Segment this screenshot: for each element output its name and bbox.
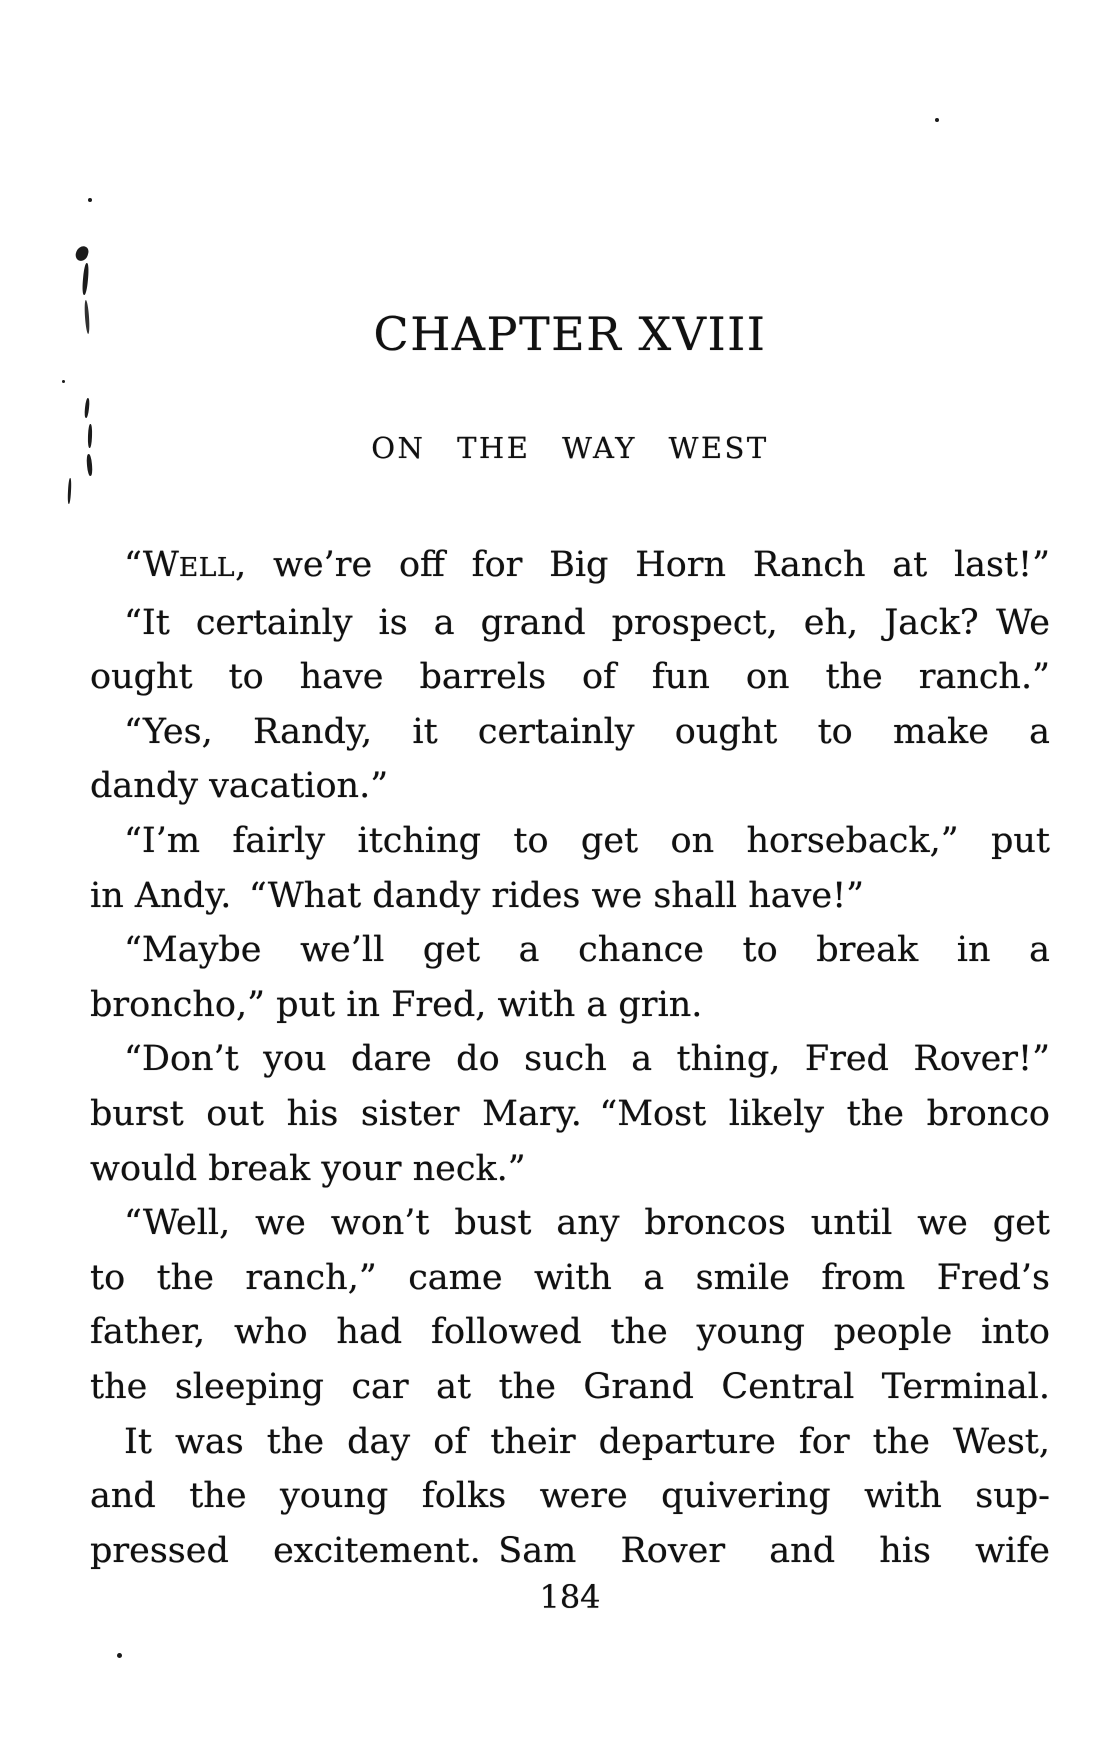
ink-speck [88, 198, 92, 202]
text-line: “Maybe we’ll get a chance to break in a [124, 930, 1050, 971]
text-line: “Don’t you dare do such a thing, Fred Rover!” [124, 1039, 1050, 1080]
ink-smudge [74, 245, 89, 262]
text-line: to the ranch,” came with a smile from Fred’s [90, 1257, 1050, 1298]
ink-smudge [67, 478, 71, 504]
text-line: in Andy. “What dandy rides we shall have!” [90, 875, 865, 916]
text-line: “It certainly is a grand prospect, eh, Jack? We [124, 602, 1050, 643]
ink-speck [62, 380, 65, 383]
ink-speck [117, 1653, 122, 1658]
body-text [90, 538, 1050, 1578]
ink-smudge [84, 398, 90, 418]
text-line: broncho,” put in Fred, with a grin. [90, 984, 703, 1025]
text-line: the sleeping car at the Grand Central Terminal. [90, 1366, 1050, 1407]
chapter-subtitle: ON THE WAY WEST [371, 431, 769, 465]
page-number: 184 [539, 1578, 601, 1616]
line-rest: , we’re off for Big Horn Ranch at last!” [235, 545, 1050, 585]
text-line: “Yes, Randy, it certainly ought to make a [124, 711, 1050, 752]
text-line: It was the day of their departure for the West, [124, 1421, 1050, 1462]
text-line: father, who had followed the young people into [90, 1312, 1050, 1353]
text-line: ought to have barrels of fun on the ranch.” [90, 657, 1050, 698]
text-line: would break your neck.” [90, 1148, 526, 1189]
open-quote-word: “W [124, 545, 179, 585]
text-line: pressed excitement. Sam Rover and his wife [90, 1530, 1050, 1571]
text-line: “I’m fairly itching to get on horseback,” put [124, 820, 1050, 861]
smallcaps-word: ELL [178, 552, 236, 583]
text-line: burst out his sister Mary. “Most likely the bronco [90, 1093, 1050, 1134]
text-line: and the young folks were quivering with sup- [90, 1476, 1050, 1517]
ink-smudge [82, 263, 90, 295]
text-line: “Well, we won’t bust any broncos until we get [124, 1203, 1050, 1244]
ink-speck [935, 118, 939, 122]
text-line: dandy vacation.” [90, 766, 389, 807]
chapter-heading: CHAPTER XVIII [373, 307, 767, 361]
text-line [90, 538, 1050, 596]
